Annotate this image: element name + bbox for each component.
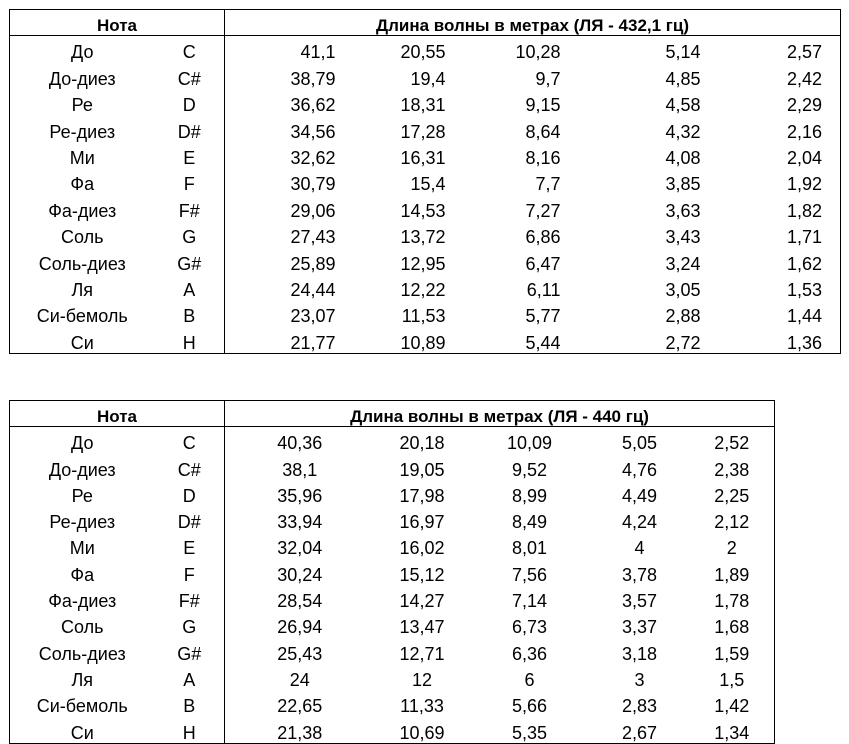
table-row (10, 62, 841, 88)
table-row (10, 300, 841, 326)
wavelength-value: 13,47 (399, 617, 445, 638)
wavelength-value: 1,68 (714, 617, 750, 638)
note-name: Си (70, 722, 94, 743)
note-name: Си (70, 332, 94, 353)
wavelength-value: 19,4 (410, 68, 446, 89)
note-name: Фа (70, 564, 95, 585)
note-letter: C (155, 427, 225, 454)
note-name: До-диез (48, 459, 116, 480)
note-name: Соль-диез (38, 253, 126, 274)
note-letter: G# (155, 247, 225, 273)
table-row (10, 690, 775, 716)
wavelength-value: 2,83 (621, 696, 658, 717)
wavelength-value: 1,59 (714, 643, 750, 664)
wavelength-value: 2,25 (714, 485, 750, 506)
header-wavelength: Длина волны в метрах (ЛЯ - 432,1 гц) (225, 10, 841, 36)
note-letter: E (155, 532, 225, 558)
wavelength-value: 14,53 (400, 200, 446, 221)
wavelength-value: 13,72 (400, 227, 446, 248)
note-name: Ля (71, 279, 94, 300)
wavelength-value: 1,34 (714, 722, 750, 743)
wavelength-value: 1,62 (786, 253, 823, 274)
wavelength-value: 11,53 (401, 306, 446, 327)
table-row (10, 115, 841, 141)
wavelength-value: 5,05 (621, 433, 658, 454)
note-name: Си-бемоль (36, 306, 128, 327)
wavelength-value: 3,37 (621, 617, 658, 638)
note-letter: D# (155, 506, 225, 532)
wavelength-value: 2,38 (714, 459, 750, 480)
wavelength-value: 5,14 (665, 42, 701, 63)
wavelength-value: 4,08 (665, 147, 701, 168)
note-letter: D# (155, 115, 225, 141)
wavelength-value: 4,76 (621, 459, 658, 480)
wavelength-value: 1,78 (714, 591, 750, 612)
wavelength-value: 2,88 (665, 306, 701, 327)
wavelength-value: 16,97 (399, 512, 445, 533)
table-row (10, 427, 775, 454)
wavelength-value: 1,82 (786, 200, 823, 221)
wavelength-value: 2,16 (786, 121, 823, 142)
wavelength-value: 33,94 (277, 512, 323, 533)
note-letter: E (155, 142, 225, 168)
wavelength-value: 2,52 (714, 433, 750, 454)
wavelength-value: 30,24 (277, 564, 323, 585)
wavelength-value: 19,05 (399, 459, 445, 480)
wavelength-value: 4,49 (621, 485, 658, 506)
wavelength-value: 6,36 (511, 643, 548, 664)
wavelength-value: 4,32 (665, 121, 701, 142)
table-body-440 (10, 401, 775, 744)
wavelength-value: 1,71 (786, 227, 823, 248)
wavelength-value: 2,72 (665, 332, 701, 353)
wavelength-value: 17,28 (400, 121, 446, 142)
wavelength-value: 36,62 (290, 95, 336, 116)
wavelength-value: 2 (726, 538, 737, 559)
wavelength-value: 2,04 (786, 147, 823, 168)
table-row (10, 194, 841, 220)
note-letter: A (155, 274, 225, 300)
wavelength-value: 18,31 (400, 95, 446, 116)
wavelength-value: 3,24 (665, 253, 701, 274)
wavelength-value: 11,33 (400, 696, 444, 717)
wavelength-value: 26,94 (277, 617, 323, 638)
wavelength-value: 5,35 (511, 722, 548, 743)
wavelength-value: 15,12 (399, 564, 445, 585)
note-name: Фа (70, 174, 95, 195)
wavelength-value: 5,44 (525, 332, 561, 353)
wavelength-value: 3,85 (665, 174, 701, 195)
note-name: Ре-диез (49, 121, 116, 142)
wavelength-value: 12,22 (400, 279, 446, 300)
note-letter: H (155, 326, 225, 353)
wavelength-value: 28,54 (277, 591, 323, 612)
wavelength-value: 3,63 (665, 200, 701, 221)
wavelength-value: 6,73 (511, 617, 548, 638)
wavelength-value: 16,02 (399, 538, 445, 559)
wavelength-value: 9,15 (525, 95, 561, 116)
note-letter: F# (155, 194, 225, 220)
note-letter: G (155, 221, 225, 247)
wavelength-value: 22,65 (277, 696, 323, 717)
wavelength-value: 16,31 (400, 147, 446, 168)
wavelength-value: 21,77 (290, 332, 336, 353)
note-letter: G# (155, 637, 225, 663)
wavelength-value: 24,44 (290, 279, 336, 300)
wavelength-value: 8,99 (511, 485, 548, 506)
wavelength-value: 4,24 (621, 512, 658, 533)
header-row (10, 401, 775, 427)
wavelength-value: 20,55 (400, 42, 446, 63)
wavelength-value: 1,89 (714, 564, 750, 585)
wavelength-value: 3,43 (665, 227, 701, 248)
wavelength-table-440 (9, 400, 775, 744)
wavelength-value: 1,44 (786, 306, 823, 327)
wavelength-value: 24 (289, 669, 310, 690)
wavelength-value: 3,57 (621, 591, 658, 612)
table-row (10, 480, 775, 506)
wavelength-value: 38,79 (290, 68, 336, 89)
table-row (10, 142, 841, 168)
note-letter: A (155, 664, 225, 690)
table-row (10, 506, 775, 532)
note-name: Си-бемоль (36, 696, 128, 717)
wavelength-value: 15,4 (410, 174, 446, 195)
wavelength-value: 27,43 (290, 227, 336, 248)
table-row (10, 247, 841, 273)
wavelength-table-432 (9, 9, 841, 354)
wavelength-value: 25,89 (290, 253, 336, 274)
wavelength-value: 35,96 (277, 485, 323, 506)
note-letter: G (155, 611, 225, 637)
note-letter: F (155, 168, 225, 194)
note-name: Ре (71, 485, 93, 506)
note-name: Ми (69, 147, 95, 168)
wavelength-value: 9,7 (535, 68, 561, 89)
table-row (10, 89, 841, 115)
wavelength-value: 32,62 (290, 147, 336, 168)
wavelength-value: 1,42 (714, 696, 750, 717)
wavelength-value: 8,49 (511, 512, 548, 533)
wavelength-value: 41,1 (300, 42, 336, 63)
wavelength-value: 1,5 (719, 669, 745, 690)
wavelength-value: 7,14 (511, 591, 548, 612)
note-name: Фа-диез (48, 591, 117, 612)
note-letter: F (155, 558, 225, 584)
wavelength-value: 2,12 (714, 512, 750, 533)
wavelength-value: 2,29 (786, 95, 823, 116)
header-wavelength: Длина волны в метрах (ЛЯ - 440 гц) (225, 401, 775, 427)
header-note: Нота (10, 10, 225, 36)
wavelength-value: 10,69 (399, 722, 445, 743)
wavelength-value: 23,07 (290, 306, 336, 327)
wavelength-value: 1,36 (786, 332, 823, 353)
table-row (10, 221, 841, 247)
wavelength-value: 32,04 (277, 538, 323, 559)
note-letter: F# (155, 585, 225, 611)
wavelength-value: 9,52 (511, 459, 548, 480)
wavelength-value: 7,56 (511, 564, 548, 585)
table-row (10, 453, 775, 479)
table-row (10, 716, 775, 743)
wavelength-value: 3,18 (621, 643, 658, 664)
wavelength-value: 7,7 (535, 174, 561, 195)
table-row (10, 168, 841, 194)
note-letter: D (155, 89, 225, 115)
table-row (10, 558, 775, 584)
wavelength-value: 12,95 (400, 253, 446, 274)
note-letter: C (155, 36, 225, 63)
wavelength-value: 6,86 (525, 227, 561, 248)
wavelength-value: 2,57 (786, 42, 823, 63)
wavelength-value: 4 (634, 538, 645, 559)
note-letter: C# (155, 453, 225, 479)
wavelength-value: 10,89 (400, 332, 446, 353)
wavelength-value: 1,92 (786, 174, 823, 195)
header-row (10, 10, 841, 36)
note-name: Соль (61, 617, 104, 638)
header-note: Нота (10, 401, 225, 427)
table-row (10, 532, 775, 558)
wavelength-value: 8,16 (525, 147, 561, 168)
table-row (10, 36, 841, 63)
wavelength-value: 2,67 (621, 722, 658, 743)
note-name: Соль-диез (38, 643, 126, 664)
wavelength-value: 3 (634, 669, 645, 690)
wavelength-value: 8,01 (511, 538, 548, 559)
wavelength-value: 17,98 (399, 485, 445, 506)
wavelength-value: 1,53 (786, 279, 823, 300)
wavelength-value: 14,27 (399, 591, 445, 612)
note-letter: D (155, 480, 225, 506)
wavelength-value: 5,77 (525, 306, 561, 327)
wavelength-value: 8,64 (525, 121, 561, 142)
note-name: Ми (69, 538, 95, 559)
table-row (10, 611, 775, 637)
wavelength-value: 3,78 (621, 564, 658, 585)
table-row (10, 274, 841, 300)
note-name: До (71, 42, 94, 63)
wavelength-value: 4,85 (665, 68, 701, 89)
wavelength-value: 21,38 (277, 722, 323, 743)
wavelength-value: 5,66 (511, 696, 548, 717)
wavelength-value: 6 (524, 669, 535, 690)
wavelength-value: 38,1 (282, 459, 318, 480)
wavelength-value: 2,42 (786, 68, 823, 89)
note-letter: H (155, 716, 225, 743)
wavelength-value: 10,28 (515, 42, 561, 63)
table-body-432 (10, 10, 841, 354)
wavelength-value: 7,27 (525, 200, 561, 221)
wavelength-value: 10,09 (506, 433, 553, 454)
note-letter: C# (155, 62, 225, 88)
note-name: Ре (71, 95, 93, 116)
note-letter: B (155, 690, 225, 716)
note-name: Фа-диез (48, 200, 117, 221)
note-letter: B (155, 300, 225, 326)
table-row (10, 326, 841, 353)
wavelength-value: 30,79 (290, 174, 336, 195)
wavelength-value: 3,05 (665, 279, 701, 300)
table-row (10, 585, 775, 611)
table-row (10, 664, 775, 690)
wavelength-value: 6,47 (525, 253, 561, 274)
note-name: Ре-диез (49, 512, 116, 533)
note-name: До-диез (48, 68, 116, 89)
wavelength-value: 20,18 (399, 433, 445, 454)
wavelength-value: 12 (411, 669, 433, 690)
wavelength-value: 12,71 (399, 643, 445, 664)
wavelength-value: 34,56 (290, 121, 336, 142)
note-name: До (71, 433, 94, 454)
wavelength-value: 4,58 (665, 95, 701, 116)
wavelength-value: 40,36 (277, 433, 323, 454)
wavelength-value: 6,11 (526, 279, 561, 300)
note-name: Соль (61, 227, 104, 248)
wavelength-value: 25,43 (277, 643, 323, 664)
note-name: Ля (71, 669, 94, 690)
table-row (10, 637, 775, 663)
wavelength-value: 29,06 (290, 200, 336, 221)
